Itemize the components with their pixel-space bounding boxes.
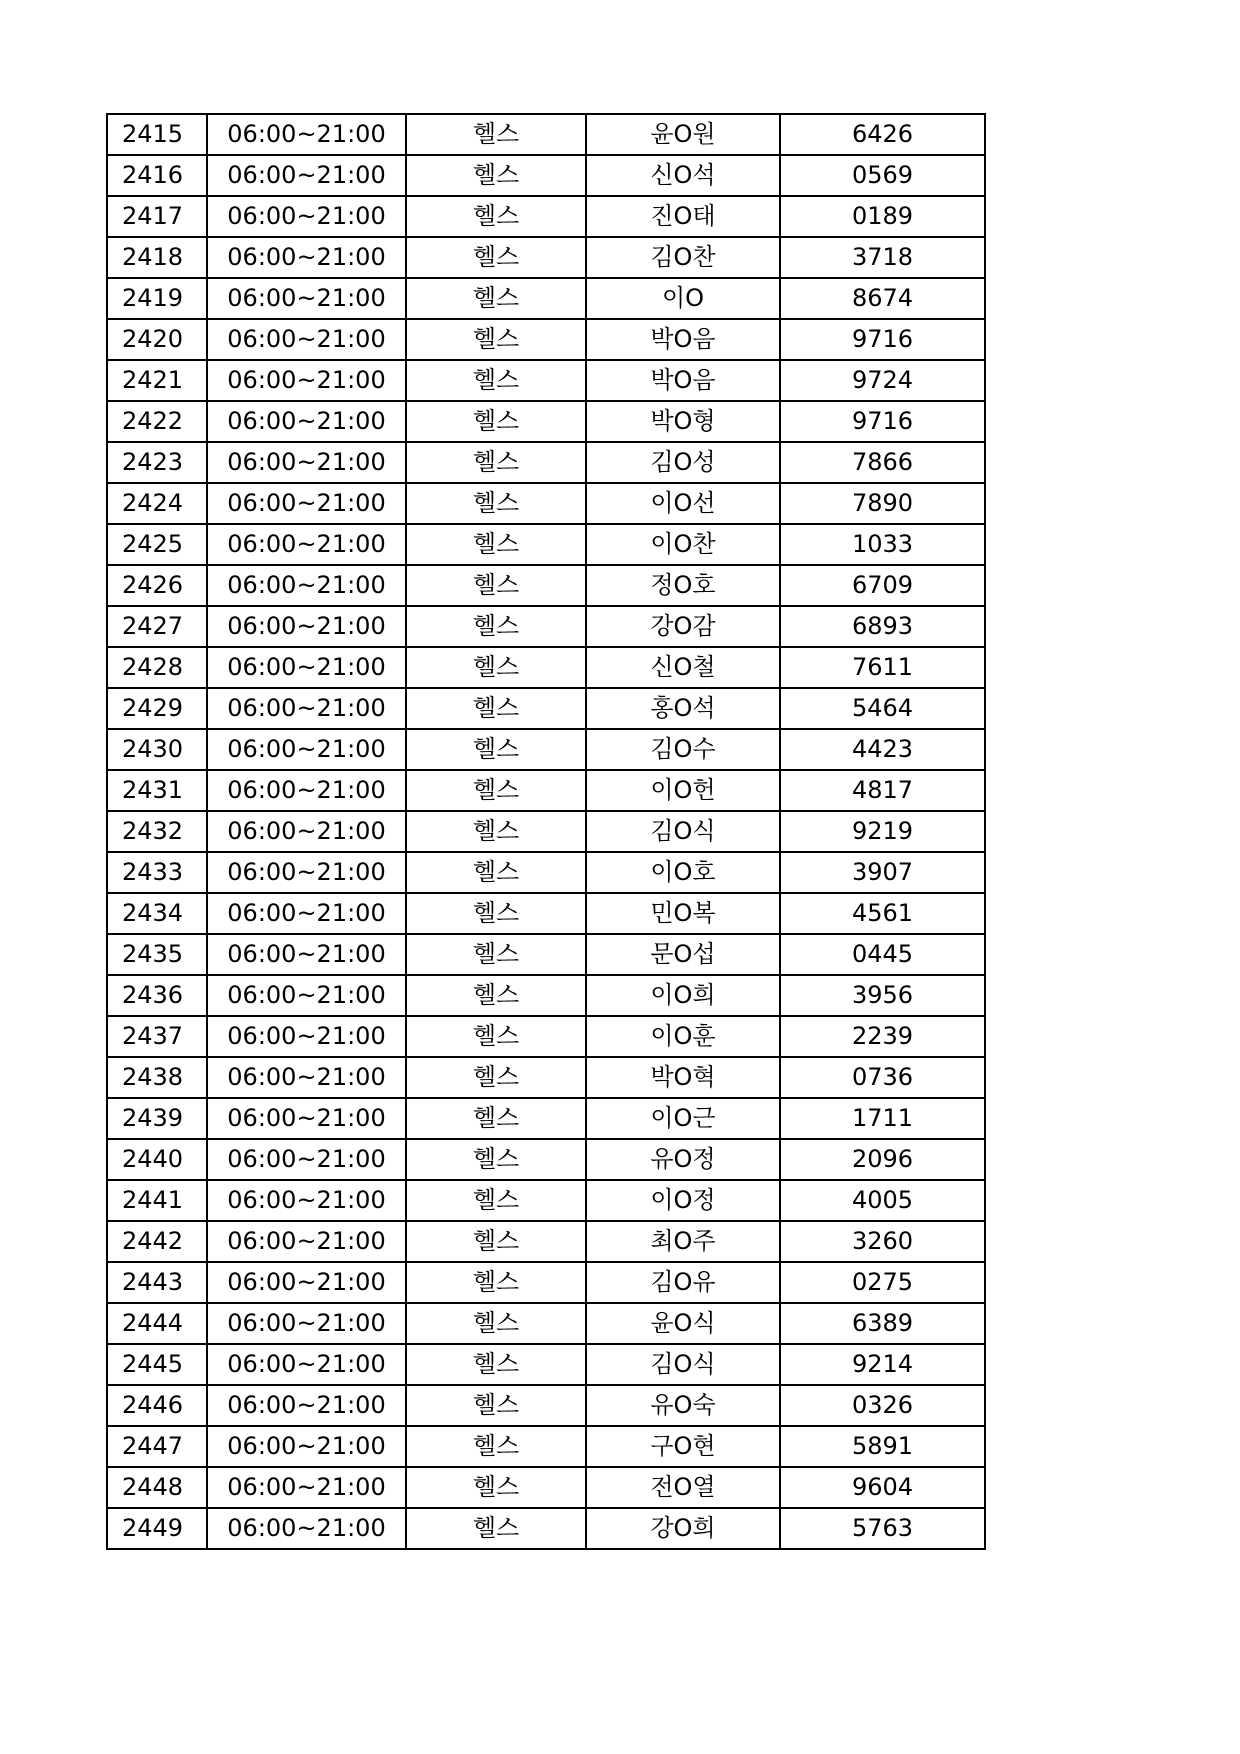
code-cell: 6893 bbox=[780, 606, 985, 647]
table-row bbox=[107, 1057, 985, 1098]
name-cell: 이O bbox=[586, 278, 780, 319]
table-row bbox=[107, 934, 985, 975]
name-cell: 이O훈 bbox=[586, 1016, 780, 1057]
id-cell: 2418 bbox=[107, 237, 207, 278]
table-row bbox=[107, 975, 985, 1016]
code-cell: 0736 bbox=[780, 1057, 985, 1098]
name-cell: 윤O식 bbox=[586, 1303, 780, 1344]
table-row bbox=[107, 729, 985, 770]
table-row bbox=[107, 155, 985, 196]
name-cell: 박O음 bbox=[586, 319, 780, 360]
type-cell: 헬스 bbox=[406, 811, 586, 852]
type-cell: 헬스 bbox=[406, 1139, 586, 1180]
code-cell: 3718 bbox=[780, 237, 985, 278]
table-row bbox=[107, 1139, 985, 1180]
code-cell: 5763 bbox=[780, 1508, 985, 1549]
code-cell: 2239 bbox=[780, 1016, 985, 1057]
name-cell: 이O선 bbox=[586, 483, 780, 524]
name-cell: 강O감 bbox=[586, 606, 780, 647]
time-cell: 06:00~21:00 bbox=[207, 770, 406, 811]
code-cell: 6426 bbox=[780, 114, 985, 155]
id-cell: 2440 bbox=[107, 1139, 207, 1180]
registration-table bbox=[106, 113, 986, 1550]
name-cell: 이O호 bbox=[586, 852, 780, 893]
type-cell: 헬스 bbox=[406, 852, 586, 893]
id-cell: 2430 bbox=[107, 729, 207, 770]
time-cell: 06:00~21:00 bbox=[207, 1426, 406, 1467]
time-cell: 06:00~21:00 bbox=[207, 688, 406, 729]
code-cell: 9219 bbox=[780, 811, 985, 852]
type-cell: 헬스 bbox=[406, 1221, 586, 1262]
table-row bbox=[107, 360, 985, 401]
table-row bbox=[107, 1426, 985, 1467]
id-cell: 2446 bbox=[107, 1385, 207, 1426]
table-row bbox=[107, 196, 985, 237]
table-row bbox=[107, 688, 985, 729]
type-cell: 헬스 bbox=[406, 934, 586, 975]
id-cell: 2423 bbox=[107, 442, 207, 483]
type-cell: 헬스 bbox=[406, 1262, 586, 1303]
code-cell: 4561 bbox=[780, 893, 985, 934]
type-cell: 헬스 bbox=[406, 237, 586, 278]
id-cell: 2424 bbox=[107, 483, 207, 524]
code-cell: 4005 bbox=[780, 1180, 985, 1221]
type-cell: 헬스 bbox=[406, 442, 586, 483]
type-cell: 헬스 bbox=[406, 975, 586, 1016]
code-cell: 6389 bbox=[780, 1303, 985, 1344]
table-row bbox=[107, 565, 985, 606]
name-cell: 민O복 bbox=[586, 893, 780, 934]
id-cell: 2439 bbox=[107, 1098, 207, 1139]
id-cell: 2415 bbox=[107, 114, 207, 155]
type-cell: 헬스 bbox=[406, 688, 586, 729]
code-cell: 2096 bbox=[780, 1139, 985, 1180]
name-cell: 김O성 bbox=[586, 442, 780, 483]
time-cell: 06:00~21:00 bbox=[207, 196, 406, 237]
code-cell: 9214 bbox=[780, 1344, 985, 1385]
type-cell: 헬스 bbox=[406, 1467, 586, 1508]
code-cell: 3956 bbox=[780, 975, 985, 1016]
code-cell: 5464 bbox=[780, 688, 985, 729]
name-cell: 유O숙 bbox=[586, 1385, 780, 1426]
time-cell: 06:00~21:00 bbox=[207, 278, 406, 319]
code-cell: 3907 bbox=[780, 852, 985, 893]
time-cell: 06:00~21:00 bbox=[207, 1467, 406, 1508]
code-cell: 8674 bbox=[780, 278, 985, 319]
id-cell: 2435 bbox=[107, 934, 207, 975]
code-cell: 7866 bbox=[780, 442, 985, 483]
code-cell: 4817 bbox=[780, 770, 985, 811]
code-cell: 0326 bbox=[780, 1385, 985, 1426]
time-cell: 06:00~21:00 bbox=[207, 975, 406, 1016]
table-row bbox=[107, 1016, 985, 1057]
id-cell: 2432 bbox=[107, 811, 207, 852]
name-cell: 이O정 bbox=[586, 1180, 780, 1221]
id-cell: 2447 bbox=[107, 1426, 207, 1467]
id-cell: 2443 bbox=[107, 1262, 207, 1303]
table-row bbox=[107, 1262, 985, 1303]
id-cell: 2427 bbox=[107, 606, 207, 647]
table-body bbox=[107, 114, 985, 1549]
time-cell: 06:00~21:00 bbox=[207, 1303, 406, 1344]
type-cell: 헬스 bbox=[406, 729, 586, 770]
type-cell: 헬스 bbox=[406, 1180, 586, 1221]
table-row bbox=[107, 237, 985, 278]
id-cell: 2441 bbox=[107, 1180, 207, 1221]
code-cell: 6709 bbox=[780, 565, 985, 606]
time-cell: 06:00~21:00 bbox=[207, 1262, 406, 1303]
time-cell: 06:00~21:00 bbox=[207, 1057, 406, 1098]
name-cell: 유O정 bbox=[586, 1139, 780, 1180]
code-cell: 9724 bbox=[780, 360, 985, 401]
table-row bbox=[107, 647, 985, 688]
id-cell: 2422 bbox=[107, 401, 207, 442]
code-cell: 9716 bbox=[780, 401, 985, 442]
id-cell: 2444 bbox=[107, 1303, 207, 1344]
table-row bbox=[107, 114, 985, 155]
table-row bbox=[107, 1221, 985, 1262]
type-cell: 헬스 bbox=[406, 196, 586, 237]
type-cell: 헬스 bbox=[406, 1098, 586, 1139]
type-cell: 헬스 bbox=[406, 1385, 586, 1426]
code-cell: 0569 bbox=[780, 155, 985, 196]
table-row bbox=[107, 442, 985, 483]
time-cell: 06:00~21:00 bbox=[207, 729, 406, 770]
code-cell: 0189 bbox=[780, 196, 985, 237]
time-cell: 06:00~21:00 bbox=[207, 893, 406, 934]
code-cell: 7611 bbox=[780, 647, 985, 688]
id-cell: 2442 bbox=[107, 1221, 207, 1262]
name-cell: 이O희 bbox=[586, 975, 780, 1016]
time-cell: 06:00~21:00 bbox=[207, 155, 406, 196]
id-cell: 2436 bbox=[107, 975, 207, 1016]
time-cell: 06:00~21:00 bbox=[207, 934, 406, 975]
time-cell: 06:00~21:00 bbox=[207, 442, 406, 483]
table-row bbox=[107, 401, 985, 442]
name-cell: 박O형 bbox=[586, 401, 780, 442]
time-cell: 06:00~21:00 bbox=[207, 114, 406, 155]
table-row bbox=[107, 278, 985, 319]
type-cell: 헬스 bbox=[406, 1508, 586, 1549]
table-row bbox=[107, 1098, 985, 1139]
type-cell: 헬스 bbox=[406, 360, 586, 401]
type-cell: 헬스 bbox=[406, 319, 586, 360]
id-cell: 2433 bbox=[107, 852, 207, 893]
name-cell: 이O헌 bbox=[586, 770, 780, 811]
id-cell: 2449 bbox=[107, 1508, 207, 1549]
code-cell: 9604 bbox=[780, 1467, 985, 1508]
table-row bbox=[107, 1180, 985, 1221]
name-cell: 홍O석 bbox=[586, 688, 780, 729]
type-cell: 헬스 bbox=[406, 893, 586, 934]
name-cell: 박O음 bbox=[586, 360, 780, 401]
table-row bbox=[107, 606, 985, 647]
name-cell: 최O주 bbox=[586, 1221, 780, 1262]
table-row bbox=[107, 811, 985, 852]
id-cell: 2434 bbox=[107, 893, 207, 934]
time-cell: 06:00~21:00 bbox=[207, 360, 406, 401]
id-cell: 2445 bbox=[107, 1344, 207, 1385]
time-cell: 06:00~21:00 bbox=[207, 606, 406, 647]
time-cell: 06:00~21:00 bbox=[207, 1180, 406, 1221]
name-cell: 신O철 bbox=[586, 647, 780, 688]
time-cell: 06:00~21:00 bbox=[207, 647, 406, 688]
name-cell: 김O식 bbox=[586, 1344, 780, 1385]
table-row bbox=[107, 319, 985, 360]
code-cell: 3260 bbox=[780, 1221, 985, 1262]
time-cell: 06:00~21:00 bbox=[207, 1508, 406, 1549]
time-cell: 06:00~21:00 bbox=[207, 565, 406, 606]
code-cell: 5891 bbox=[780, 1426, 985, 1467]
time-cell: 06:00~21:00 bbox=[207, 1344, 406, 1385]
code-cell: 0275 bbox=[780, 1262, 985, 1303]
table-row bbox=[107, 483, 985, 524]
type-cell: 헬스 bbox=[406, 278, 586, 319]
time-cell: 06:00~21:00 bbox=[207, 1016, 406, 1057]
name-cell: 전O열 bbox=[586, 1467, 780, 1508]
name-cell: 구O현 bbox=[586, 1426, 780, 1467]
type-cell: 헬스 bbox=[406, 155, 586, 196]
time-cell: 06:00~21:00 bbox=[207, 811, 406, 852]
table-row bbox=[107, 1344, 985, 1385]
time-cell: 06:00~21:00 bbox=[207, 483, 406, 524]
name-cell: 문O섭 bbox=[586, 934, 780, 975]
id-cell: 2428 bbox=[107, 647, 207, 688]
name-cell: 신O석 bbox=[586, 155, 780, 196]
type-cell: 헬스 bbox=[406, 1303, 586, 1344]
code-cell: 7890 bbox=[780, 483, 985, 524]
id-cell: 2437 bbox=[107, 1016, 207, 1057]
type-cell: 헬스 bbox=[406, 1426, 586, 1467]
name-cell: 박O혁 bbox=[586, 1057, 780, 1098]
type-cell: 헬스 bbox=[406, 1344, 586, 1385]
table-row bbox=[107, 770, 985, 811]
type-cell: 헬스 bbox=[406, 1057, 586, 1098]
id-cell: 2426 bbox=[107, 565, 207, 606]
id-cell: 2417 bbox=[107, 196, 207, 237]
time-cell: 06:00~21:00 bbox=[207, 524, 406, 565]
type-cell: 헬스 bbox=[406, 401, 586, 442]
name-cell: 김O식 bbox=[586, 811, 780, 852]
type-cell: 헬스 bbox=[406, 647, 586, 688]
table-row bbox=[107, 893, 985, 934]
id-cell: 2416 bbox=[107, 155, 207, 196]
id-cell: 2448 bbox=[107, 1467, 207, 1508]
name-cell: 김O유 bbox=[586, 1262, 780, 1303]
type-cell: 헬스 bbox=[406, 1016, 586, 1057]
id-cell: 2419 bbox=[107, 278, 207, 319]
id-cell: 2429 bbox=[107, 688, 207, 729]
type-cell: 헬스 bbox=[406, 770, 586, 811]
id-cell: 2438 bbox=[107, 1057, 207, 1098]
time-cell: 06:00~21:00 bbox=[207, 1221, 406, 1262]
type-cell: 헬스 bbox=[406, 524, 586, 565]
id-cell: 2425 bbox=[107, 524, 207, 565]
type-cell: 헬스 bbox=[406, 606, 586, 647]
code-cell: 4423 bbox=[780, 729, 985, 770]
id-cell: 2420 bbox=[107, 319, 207, 360]
table-row bbox=[107, 524, 985, 565]
name-cell: 이O근 bbox=[586, 1098, 780, 1139]
name-cell: 진O태 bbox=[586, 196, 780, 237]
name-cell: 정O호 bbox=[586, 565, 780, 606]
table-row bbox=[107, 852, 985, 893]
time-cell: 06:00~21:00 bbox=[207, 401, 406, 442]
code-cell: 1711 bbox=[780, 1098, 985, 1139]
table-row bbox=[107, 1508, 985, 1549]
time-cell: 06:00~21:00 bbox=[207, 1139, 406, 1180]
time-cell: 06:00~21:00 bbox=[207, 237, 406, 278]
table-row bbox=[107, 1303, 985, 1344]
name-cell: 김O수 bbox=[586, 729, 780, 770]
table-row bbox=[107, 1467, 985, 1508]
time-cell: 06:00~21:00 bbox=[207, 1385, 406, 1426]
id-cell: 2431 bbox=[107, 770, 207, 811]
name-cell: 김O찬 bbox=[586, 237, 780, 278]
time-cell: 06:00~21:00 bbox=[207, 852, 406, 893]
code-cell: 9716 bbox=[780, 319, 985, 360]
name-cell: 강O희 bbox=[586, 1508, 780, 1549]
code-cell: 1033 bbox=[780, 524, 985, 565]
time-cell: 06:00~21:00 bbox=[207, 1098, 406, 1139]
name-cell: 윤O원 bbox=[586, 114, 780, 155]
name-cell: 이O찬 bbox=[586, 524, 780, 565]
table-row bbox=[107, 1385, 985, 1426]
id-cell: 2421 bbox=[107, 360, 207, 401]
type-cell: 헬스 bbox=[406, 565, 586, 606]
time-cell: 06:00~21:00 bbox=[207, 319, 406, 360]
type-cell: 헬스 bbox=[406, 483, 586, 524]
code-cell: 0445 bbox=[780, 934, 985, 975]
type-cell: 헬스 bbox=[406, 114, 586, 155]
